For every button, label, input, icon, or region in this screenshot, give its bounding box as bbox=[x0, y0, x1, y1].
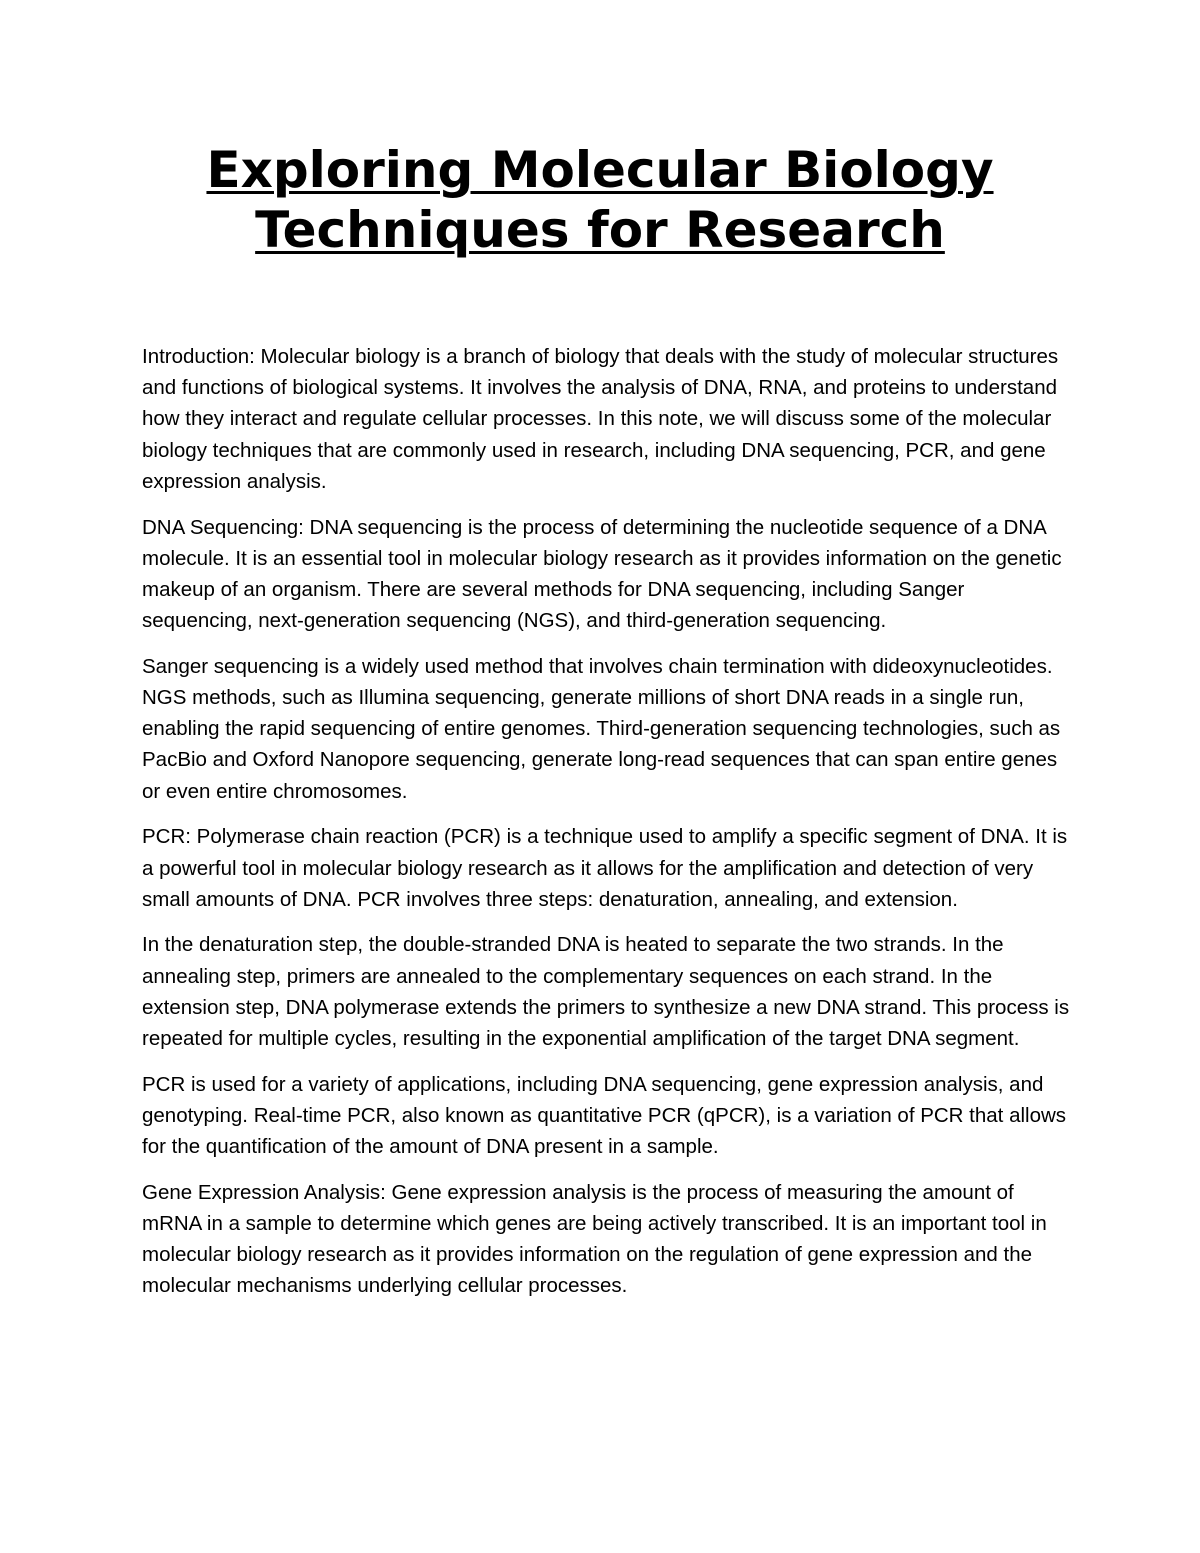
paragraph-gene-expression: Gene Expression Analysis: Gene expression analysis is the process of measuring the amount of mRNA in a sample to determine which genes are being actively transcribed. It is an important tool in molecular biology research as it provides information on the regulation of gene expression and the molecular mechanisms underlying cellular processes. bbox=[142, 1180, 1047, 1298]
document-body bbox=[142, 341, 1070, 1316]
paragraph-dna-sequencing: DNA Sequencing: DNA sequencing is the process of determining the nucleotide sequence of a DNA molecule. It is an essential tool in molecular biology research as it provides information on the genetic makeup of an organism. There are several methods for DNA sequencing, including Sanger sequencing, next-generation sequencing (NGS), and third-generation sequencing. bbox=[142, 515, 1062, 633]
paragraph-sanger-sequencing: Sanger sequencing is a widely used method that involves chain termination with dideoxynucleotides. NGS methods, such as Illumina sequencing, generate millions of short DNA reads in a single run, enabling the rapid sequencing of entire genomes. Third-generation sequencing technologies, such as PacBio and Oxford Nanopore sequencing, generate long-read sequences that can span entire genes or even entire chromosomes. bbox=[142, 654, 1061, 803]
document-title bbox=[0, 140, 1200, 260]
paragraph-introduction: Introduction: Molecular biology is a branch of biology that deals with the study of molecular structures and functions of biological systems. It involves the analysis of DNA, RNA, and proteins to understand how they interact and regulate cellular processes. In this note, we will discuss some of the molecular biology techniques that are commonly used in research, including DNA sequencing, PCR, and gene expression analysis. bbox=[142, 345, 1059, 493]
paragraph-pcr-steps: In the denaturation step, the double-stranded DNA is heated to separate the two strands. In the annealing step, primers are annealed to the complementary sequences on each strand. In the extension step, DNA polymerase extends the primers to synthesize a new DNA strand. This process is repeated for multiple cycles, resulting in the exponential amplification of the target DNA segment. bbox=[142, 933, 1070, 1051]
title-line-1: Exploring Molecular Biology bbox=[206, 141, 994, 199]
title-line-2: Techniques for Research bbox=[255, 201, 945, 259]
paragraph-pcr: PCR: Polymerase chain reaction (PCR) is a technique used to amplify a specific segment of DNA. It is a powerful tool in molecular biology research as it allows for the amplification and detection of very small amounts of DNA. PCR involves three steps: denaturation, annealing, and extension. bbox=[142, 825, 1068, 911]
paragraph-pcr-applications: PCR is used for a variety of applications, including DNA sequencing, gene expression analysis, and genotyping. Real-time PCR, also known as quantitative PCR (qPCR), is a variation of PCR that allows for the quantification of the amount of DNA present in a sample. bbox=[142, 1072, 1067, 1159]
